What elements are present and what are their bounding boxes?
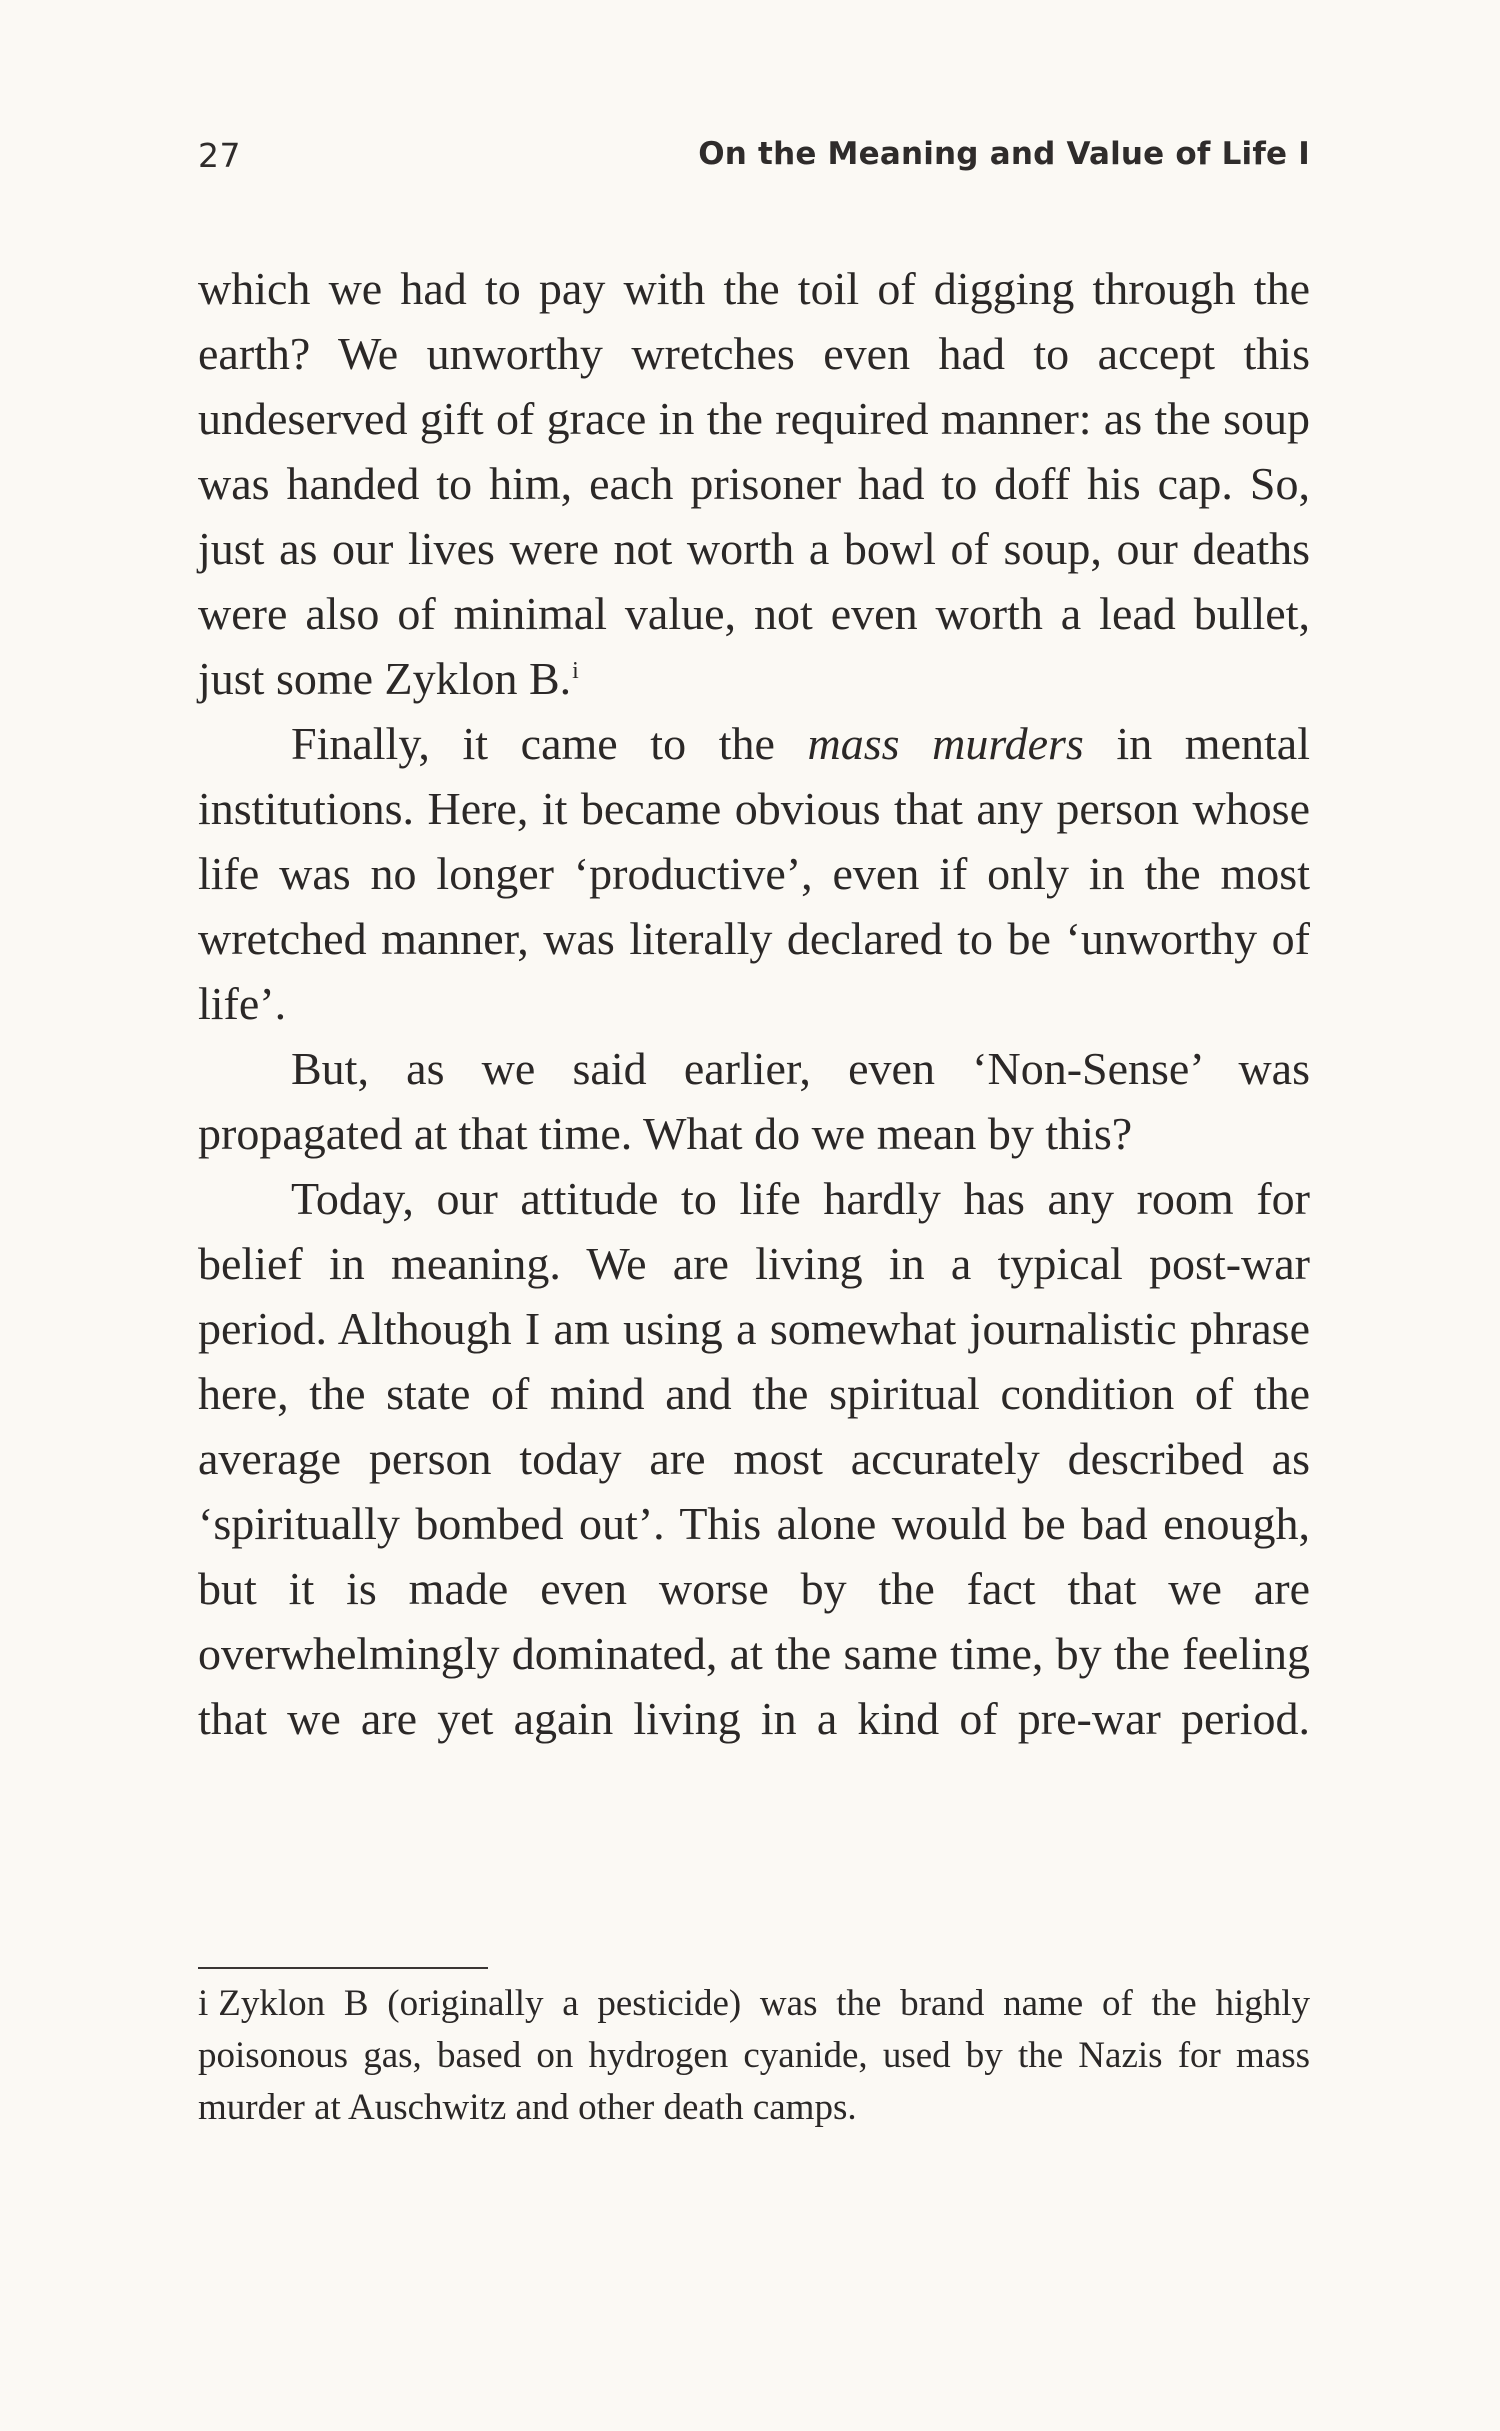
running-head [198,136,1310,186]
footnote-paragraph [198,1978,1310,2134]
paragraph-3: But, as we said earlier, even ‘Non-Sense’ was propagated at that time. What do we mean by this? [198,1043,1310,1159]
paragraph-2-after: in mental institutions. Here, it became obvious that any person whose life was no longer ‘productive’, even if only in the most wretched manner, was literally declared to be ‘unworthy of life’. [198,718,1310,1029]
footnote-divider [198,1967,488,1969]
paragraph-2-emphasis: mass murders [807,718,1084,769]
paragraph-1 [198,256,1310,711]
paragraph-4: Today, our attitude to life hardly has any room for belief in meaning. We are living in a typical post-war period. Although I am using a somewhat journalistic phrase here, the state of mind and the spiritual condition of the average person today are most accurately described as ‘spiritually bombed out’. This alone would be bad enough, but it is made even worse by the fact that we are overwhelmingly dominated, at the same time, by the feeling that we are yet again living in a kind of pre-war period. [198,1173,1310,1744]
paragraph-1-text: which we had to pay with the toil of digging through the earth? We unworthy wretches even had to accept this undeserved gift of grace in the required manner: as the soup was handed to him, each prisoner had to doff his cap. So, just as our lives were not worth a bowl of soup, our deaths were also of minimal value, not even worth a lead bullet, just some Zyklon B. [198,263,1310,704]
page-number: 27 [198,136,241,175]
body-text [198,256,1310,1751]
footnote-marker: i [198,1983,209,2024]
running-title: On the Meaning and Value of Life I [698,136,1310,172]
paragraph-2-before: Finally, it came to the [291,718,808,769]
footnote-reference[interactable]: i [572,657,579,684]
footnote [198,1978,1310,2134]
paragraph-2 [198,711,1310,1036]
footnote-text: Zyklon B (originally a pesticide) was the brand name of the highly poisonous gas, based on hydrogen cyanide, used by the Nazis for mass murder at Auschwitz and other death camps. [198,1983,1310,2128]
